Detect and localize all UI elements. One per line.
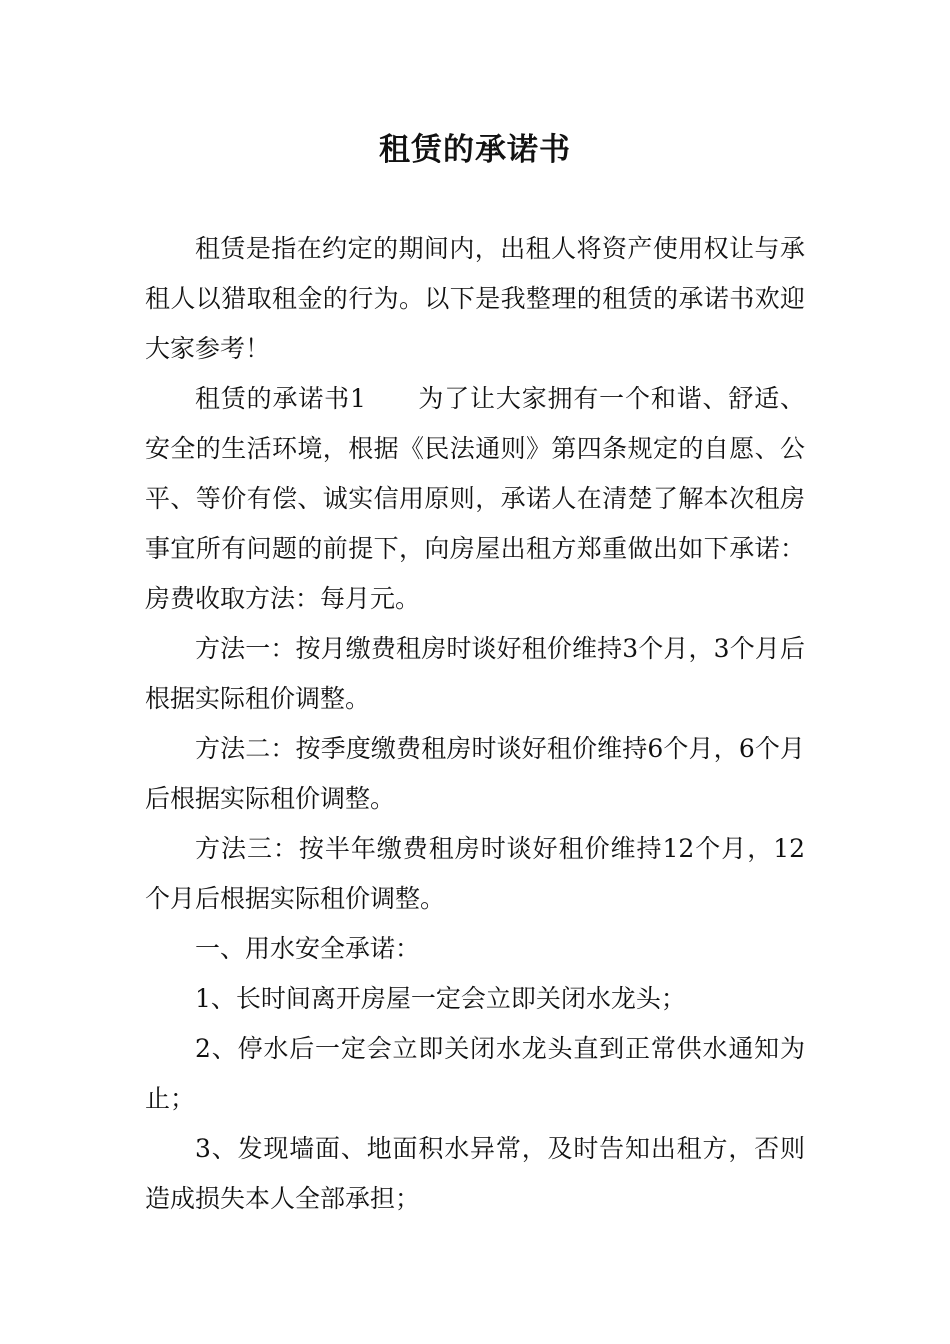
document-title: 租赁的承诺书 (379, 132, 571, 168)
document-body (145, 224, 805, 1224)
paragraph-method-2: 方法二：按季度缴费租房时谈好租价维持6个月，6个月后根据实际租价调整。 (145, 734, 805, 813)
paragraph-water-heading: 一、用水安全承诺： (195, 934, 421, 963)
paragraph-intro: 租赁是指在约定的期间内，出租人将资产使用权让与承租人以猎取租金的行为。以下是我整理的租赁的承诺书欢迎大家参考！ (145, 234, 805, 363)
paragraph-water-item-3: 3、发现墙面、地面积水异常，及时告知出租方，否则造成损失本人全部承担； (145, 1134, 805, 1213)
paragraph-method-3: 方法三：按半年缴费租房时谈好租价维持12个月，12个月后根据实际租价调整。 (145, 834, 805, 913)
paragraph-water-item-2: 2、停水后一定会立即关闭水龙头直到正常供水通知为止； (145, 1034, 805, 1113)
paragraph-method-1: 方法一：按月缴费租房时谈好租价维持3个月，3个月后根据实际租价调整。 (145, 634, 805, 713)
paragraph-commitment-1: 租赁的承诺书1 为了让大家拥有一个和谐、舒适、安全的生活环境，根据《民法通则》第四条规定的自愿、公平、等价有偿、诚实信用原则，承诺人在清楚了解本次租房事宜所有问题的前提下，向房屋出租方郑重做出如下承诺：房费收取方法：每月元。 (145, 384, 805, 613)
paragraph-water-item-1: 1、长时间离开房屋一定会立即关闭水龙头； (195, 984, 686, 1013)
